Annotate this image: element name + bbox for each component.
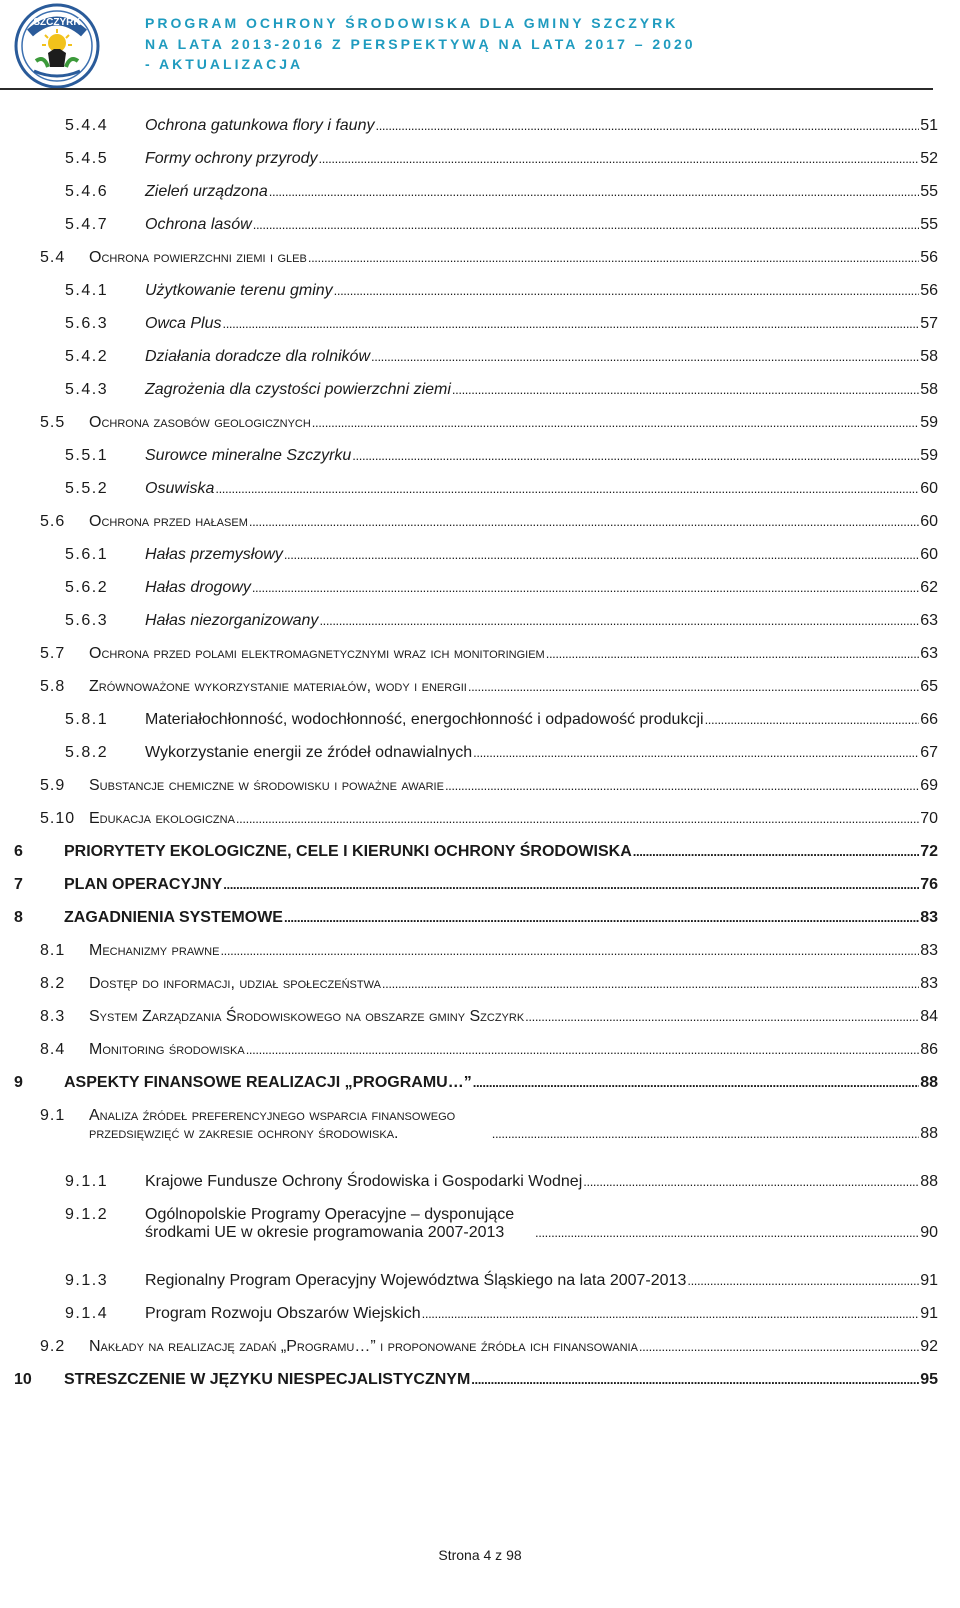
toc-entry-number: 9.1.4 bbox=[65, 1305, 109, 1322]
toc-entry-title: PLAN OPERACYJNY bbox=[64, 876, 223, 893]
dot-leader bbox=[535, 1224, 919, 1242]
toc-entry-page: 60 bbox=[920, 546, 938, 563]
dot-leader bbox=[220, 942, 919, 960]
toc-entry-title: Ochrona przed hałasem bbox=[89, 513, 248, 530]
page-footer: Strona 4 z 98 bbox=[438, 1547, 522, 1563]
toc-entry-page: 95 bbox=[920, 1371, 938, 1388]
toc-entry-page: 55 bbox=[920, 216, 938, 233]
toc-entry-page: 51 bbox=[920, 117, 938, 134]
dot-leader bbox=[633, 843, 919, 861]
dot-leader bbox=[452, 381, 919, 399]
toc-entry-page: 88 bbox=[920, 1074, 938, 1091]
toc-entry-title: PRIORYTETY EKOLOGICZNE, CELE I KIERUNKI OCHRONY ŚRODOWISKA bbox=[64, 843, 632, 860]
toc-entry-page: 86 bbox=[920, 1041, 938, 1058]
dot-leader bbox=[352, 447, 919, 465]
dot-leader bbox=[284, 909, 919, 927]
toc-entry-page: 70 bbox=[920, 810, 938, 827]
toc-entry-title: Program Rozwoju Obszarów Wiejskich bbox=[145, 1305, 421, 1322]
toc-entry-title: Nakłady na realizację zadań „Programu…” i proponowane źródła ich finansowania bbox=[89, 1338, 638, 1355]
toc-entry-title: Działania doradcze dla rolników bbox=[145, 348, 371, 365]
toc-entry-number: 5.4.7 bbox=[65, 216, 109, 233]
toc-entry-title: Owca Plus bbox=[145, 315, 222, 332]
toc-entry-page: 76 bbox=[920, 876, 938, 893]
dot-leader bbox=[236, 810, 919, 828]
toc-entry-number: 5.7 bbox=[40, 645, 66, 662]
toc-entry-title: Ogólnopolskie Programy Operacyjne – dysponujące środkami UE w okresie programowania 2007-2013 bbox=[145, 1206, 515, 1241]
toc-entry-title: Ochrona gatunkowa flory i fauny bbox=[145, 117, 375, 134]
toc-entry-page: 56 bbox=[920, 249, 938, 266]
toc-entry-title: Osuwiska bbox=[145, 480, 215, 497]
toc-entry-number: 9.1.3 bbox=[65, 1272, 109, 1289]
toc-entry-title: Surowce mineralne Szczyrku bbox=[145, 447, 352, 464]
toc-entry-title: Dostęp do informacji, udział społeczeństwa bbox=[89, 975, 381, 992]
toc-entry-number: 5.4.2 bbox=[65, 348, 109, 365]
toc-entry-number: 5.4.1 bbox=[65, 282, 109, 299]
toc-entry-number: 9.1.1 bbox=[65, 1173, 109, 1190]
dot-leader bbox=[687, 1272, 919, 1290]
szczyrk-logo bbox=[14, 3, 100, 89]
toc-entry-page: 84 bbox=[920, 1008, 938, 1025]
toc-entry-title: Monitoring środowiska bbox=[89, 1041, 245, 1058]
toc-entry-number: 5.6.3 bbox=[65, 315, 109, 332]
toc-entry-title: Formy ochrony przyrody bbox=[145, 150, 318, 167]
toc-entry-number: 5.5.2 bbox=[65, 480, 109, 497]
svg-text:SZCZYRK: SZCZYRK bbox=[33, 17, 81, 28]
toc-entry-number: 5.4.3 bbox=[65, 381, 109, 398]
dot-leader bbox=[492, 1125, 919, 1143]
toc-entry-title: Ochrona lasów bbox=[145, 216, 252, 233]
toc-entry-page: 62 bbox=[920, 579, 938, 596]
toc-entry-page: 57 bbox=[920, 315, 938, 332]
toc-entry-number: 5.5.1 bbox=[65, 447, 109, 464]
toc-entry-title: Edukacja ekologiczna bbox=[89, 810, 235, 827]
toc-entry-number: 8.4 bbox=[40, 1041, 66, 1058]
dot-leader bbox=[375, 117, 919, 135]
dot-leader bbox=[334, 282, 920, 300]
header-divider bbox=[0, 88, 933, 90]
toc-entry-number: 9.1.2 bbox=[65, 1206, 109, 1223]
toc-entry-number: 5.5 bbox=[40, 414, 66, 431]
dot-leader bbox=[583, 1173, 919, 1191]
toc-entry-page: 58 bbox=[920, 348, 938, 365]
toc-entry-number: 7 bbox=[14, 876, 23, 893]
toc-entry-page: 67 bbox=[920, 744, 938, 761]
toc-entry-title: Zieleń urządzona bbox=[145, 183, 268, 200]
dot-leader bbox=[223, 876, 919, 894]
toc-entry-number: 5.8 bbox=[40, 678, 66, 695]
toc-entry-title: Substancje chemiczne w środowisku i poważne awarie bbox=[89, 777, 444, 794]
toc-entry-number: 10 bbox=[14, 1371, 32, 1388]
toc-entry-page: 60 bbox=[920, 480, 938, 497]
dot-leader bbox=[269, 183, 919, 201]
title-line-2: NA LATA 2013-2016 Z PERSPEKTYWĄ NA LATA 2017 – 2020 bbox=[145, 35, 696, 52]
toc-entry-number: 5.9 bbox=[40, 777, 66, 794]
toc-entry-page: 88 bbox=[920, 1125, 938, 1142]
dot-leader bbox=[382, 975, 919, 993]
dot-leader bbox=[222, 315, 919, 333]
toc-entry-page: 72 bbox=[920, 843, 938, 860]
toc-entry-page: 90 bbox=[920, 1224, 938, 1241]
toc-entry-title: Materiałochłonność, wodochłonność, energochłonność i odpadowość produkcji bbox=[145, 711, 704, 728]
toc-entry-title: Ochrona przed polami elektromagnetycznymi wraz ich monitoringiem bbox=[89, 645, 545, 662]
toc-entry-page: 63 bbox=[920, 645, 938, 662]
toc-entry-number: 5.6.2 bbox=[65, 579, 109, 596]
title-line-3: - AKTUALIZACJA bbox=[145, 56, 304, 72]
dot-leader bbox=[525, 1008, 919, 1026]
toc-entry-number: 5.8.2 bbox=[65, 744, 109, 761]
dot-leader bbox=[468, 678, 919, 696]
toc-entry-title: Wykorzystanie energii ze źródeł odnawialnych bbox=[145, 744, 473, 761]
toc-entry-page: 88 bbox=[920, 1173, 938, 1190]
dot-leader bbox=[215, 480, 919, 498]
toc-entry-number: 5.4 bbox=[40, 249, 66, 266]
toc-entry-title: Ochrona powierzchni ziemi i gleb bbox=[89, 249, 307, 266]
toc-entry-page: 52 bbox=[920, 150, 938, 167]
dot-leader bbox=[252, 579, 919, 597]
toc-entry-title: Hałas niezorganizowany bbox=[145, 612, 319, 629]
dot-leader bbox=[471, 1371, 919, 1389]
toc-entry-page: 55 bbox=[920, 183, 938, 200]
toc-entry-page: 91 bbox=[920, 1272, 938, 1289]
dot-leader bbox=[371, 348, 919, 366]
toc-entry-number: 5.10 bbox=[40, 810, 76, 827]
dot-leader bbox=[473, 744, 919, 762]
toc-entry-number: 5.6.1 bbox=[65, 546, 109, 563]
dot-leader bbox=[246, 1041, 920, 1059]
toc-entry-title: Analiza źródeł preferencyjnego wsparcia finansowego przedsięwzięć w zakresie ochrony środowiska. bbox=[89, 1107, 456, 1142]
dot-leader bbox=[473, 1074, 919, 1092]
toc-entry-page: 83 bbox=[920, 942, 938, 959]
toc-entry-number: 5.6.3 bbox=[65, 612, 109, 629]
toc-entry-page: 92 bbox=[920, 1338, 938, 1355]
toc-entry-title: Użytkowanie terenu gminy bbox=[145, 282, 333, 299]
toc-entry-page: 60 bbox=[920, 513, 938, 530]
dot-leader bbox=[308, 249, 919, 267]
title-line-1: PROGRAM OCHRONY ŚRODOWISKA DLA GMINY SZCZYRK bbox=[145, 15, 679, 31]
toc-entry-title: Ochrona zasobów geologicznych bbox=[89, 414, 311, 431]
dot-leader bbox=[249, 513, 919, 531]
toc-entry-title: STRESZCZENIE W JĘZYKU NIESPECJALISTYCZNYM bbox=[64, 1371, 471, 1388]
dot-leader bbox=[422, 1305, 920, 1323]
toc-entry-number: 5.4.6 bbox=[65, 183, 109, 200]
toc-entry-number: 6 bbox=[14, 843, 23, 860]
toc-entry-title: Regionalny Program Operacyjny Województwa Śląskiego na lata 2007-2013 bbox=[145, 1272, 687, 1289]
toc-entry-page: 58 bbox=[920, 381, 938, 398]
toc-entry-page: 59 bbox=[920, 447, 938, 464]
toc-entry-page: 65 bbox=[920, 678, 938, 695]
dot-leader bbox=[319, 150, 920, 168]
toc-entry-number: 8.2 bbox=[40, 975, 66, 992]
toc-entry-title: Mechanizmy prawne bbox=[89, 942, 220, 959]
dot-leader bbox=[445, 777, 919, 795]
toc-entry-title: System Zarządzania Środowiskowego na obszarze gminy Szczyrk bbox=[89, 1008, 525, 1025]
page-header bbox=[0, 0, 960, 92]
toc-entry-number: 8.1 bbox=[40, 942, 66, 959]
toc-entry-page: 56 bbox=[920, 282, 938, 299]
toc-entry-number: 5.4.5 bbox=[65, 150, 109, 167]
toc-entry-number: 8.3 bbox=[40, 1008, 66, 1025]
toc-entry-number: 8 bbox=[14, 909, 23, 926]
toc-entry-title: ASPEKTY FINANSOWE REALIZACJI „PROGRAMU…” bbox=[64, 1074, 472, 1091]
toc-entry-page: 59 bbox=[920, 414, 938, 431]
dot-leader bbox=[319, 612, 919, 630]
toc-entry-page: 63 bbox=[920, 612, 938, 629]
toc-entry-title: Zrównoważone wykorzystanie materiałów, wody i energii bbox=[89, 678, 467, 695]
toc-entry-title: Hałas drogowy bbox=[145, 579, 251, 596]
dot-leader bbox=[546, 645, 919, 663]
toc-entry-page: 66 bbox=[920, 711, 938, 728]
toc-entry-page: 83 bbox=[920, 909, 938, 926]
toc-entry-page: 91 bbox=[920, 1305, 938, 1322]
dot-leader bbox=[284, 546, 919, 564]
toc-entry-title: Hałas przemysłowy bbox=[145, 546, 283, 563]
toc-entry-number: 5.8.1 bbox=[65, 711, 109, 728]
dot-leader bbox=[312, 414, 919, 432]
toc-entry-number: 5.6 bbox=[40, 513, 66, 530]
dot-leader bbox=[705, 711, 920, 729]
dot-leader bbox=[639, 1338, 919, 1356]
toc-entry-title: Krajowe Fundusze Ochrony Środowiska i Gospodarki Wodnej bbox=[145, 1173, 583, 1190]
toc-entry-number: 9 bbox=[14, 1074, 23, 1091]
document-title bbox=[145, 13, 696, 75]
toc-entry-title: ZAGADNIENIA SYSTEMOWE bbox=[64, 909, 283, 926]
toc-entry-number: 9.1 bbox=[40, 1107, 66, 1124]
dot-leader bbox=[253, 216, 919, 234]
toc-entry-page: 69 bbox=[920, 777, 938, 794]
toc-entry-number: 9.2 bbox=[40, 1338, 66, 1355]
toc-entry-title: Zagrożenia dla czystości powierzchni ziemi bbox=[145, 381, 451, 398]
toc-entry-page: 83 bbox=[920, 975, 938, 992]
toc-entry-number: 5.4.4 bbox=[65, 117, 109, 134]
